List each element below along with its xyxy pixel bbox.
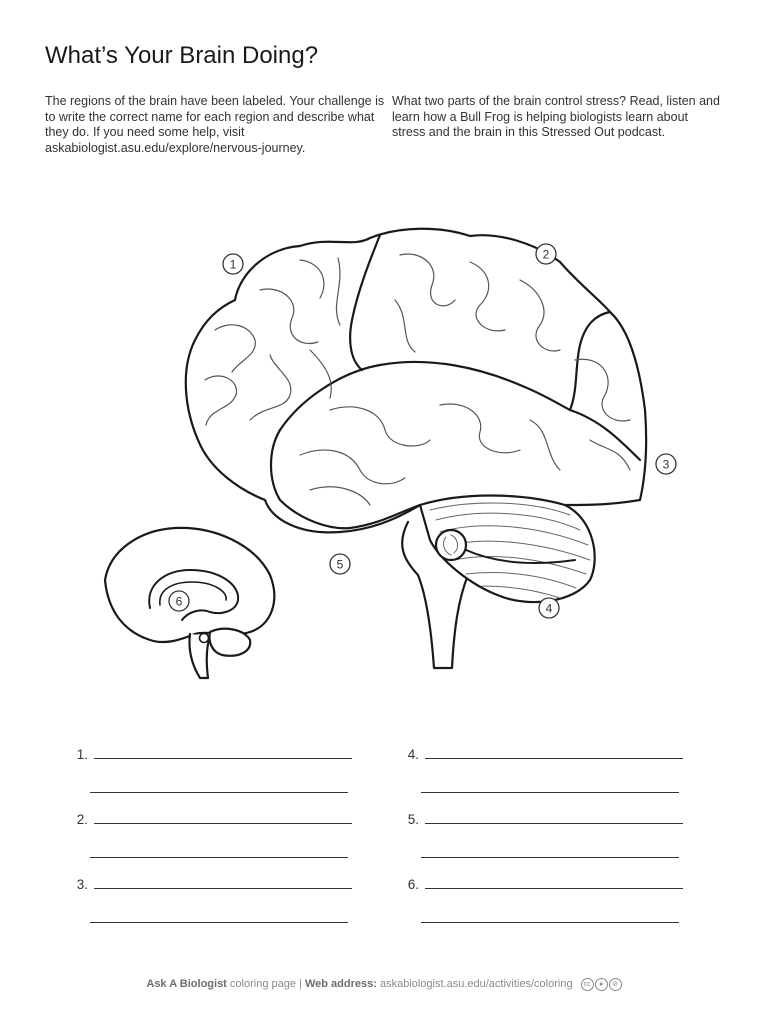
callout-5-label: 5 (336, 557, 344, 572)
answer-line[interactable] (425, 811, 683, 824)
answer-row-3-continued (90, 910, 348, 926)
callout-4-label: 4 (545, 601, 553, 616)
nc-icon: ⊘ (609, 978, 622, 991)
answer-line[interactable] (421, 845, 679, 858)
answer-row-2-continued (90, 845, 348, 861)
answer-line[interactable] (90, 910, 348, 923)
callout-2-label: 2 (542, 247, 550, 262)
answer-number: 4. (407, 747, 419, 762)
license-icons (580, 977, 622, 991)
callout-3-label: 3 (662, 457, 670, 472)
callout-2 (536, 244, 556, 264)
sagittal-brain (105, 528, 274, 642)
cerebrum (186, 229, 646, 533)
callout-1-label: 1 (229, 257, 237, 272)
footer-web-label: Web address: (304, 977, 377, 990)
answer-number: 6. (407, 877, 419, 892)
answer-line[interactable] (94, 746, 352, 759)
answer-number: 2. (76, 812, 88, 827)
answer-line[interactable] (425, 746, 683, 759)
callout-6 (169, 591, 189, 611)
answer-line[interactable] (425, 876, 683, 889)
answer-row-5-continued (421, 845, 679, 861)
callout-6-label: 6 (175, 594, 183, 609)
answer-row-6-continued (421, 910, 679, 926)
pons (436, 530, 466, 560)
answer-row-1 (70, 746, 352, 762)
answer-line[interactable] (94, 811, 352, 824)
answer-row-6 (401, 876, 683, 892)
sagittal-cerebellum (210, 629, 251, 656)
intro-stress-question: What two parts of the brain control stress? Read, listen and learn how a Bull Frog is helping biologists learn about stress and the brain in this Stressed Out podcast. (392, 94, 720, 139)
callout-5 (330, 554, 350, 574)
answer-line[interactable] (90, 780, 348, 793)
answer-row-1-continued (90, 780, 348, 796)
answer-line[interactable] (90, 845, 348, 858)
answer-row-4-continued (421, 780, 679, 796)
callout-1 (223, 254, 243, 274)
footer-brand: Ask A Biologist (146, 977, 227, 990)
answer-number: 3. (76, 877, 88, 892)
answer-row-3 (70, 876, 352, 892)
callout-4 (539, 598, 559, 618)
answer-row-5 (401, 811, 683, 827)
footer-url[interactable]: askabiologist.asu.edu/activities/coloring (379, 977, 573, 990)
answer-line[interactable] (421, 780, 679, 793)
answer-row-4 (401, 746, 683, 762)
footer-page-type: coloring page | (229, 977, 302, 990)
answer-number: 1. (76, 747, 88, 762)
callout-3 (656, 454, 676, 474)
cc-icon: cc (581, 978, 594, 991)
by-icon: ● (595, 978, 608, 991)
answer-line[interactable] (94, 876, 352, 889)
intro-instructions: The regions of the brain have been labeled. Your challenge is to write the correct name for each region and describe what they do. If you need some help, visit askabiologist.asu.edu/explore/nervous-journey. (45, 94, 385, 155)
answer-row-2 (70, 811, 352, 827)
footer (0, 977, 768, 991)
page-title: What’s Your Brain Doing? (45, 42, 319, 69)
answer-line[interactable] (421, 910, 679, 923)
answer-number: 5. (407, 812, 419, 827)
